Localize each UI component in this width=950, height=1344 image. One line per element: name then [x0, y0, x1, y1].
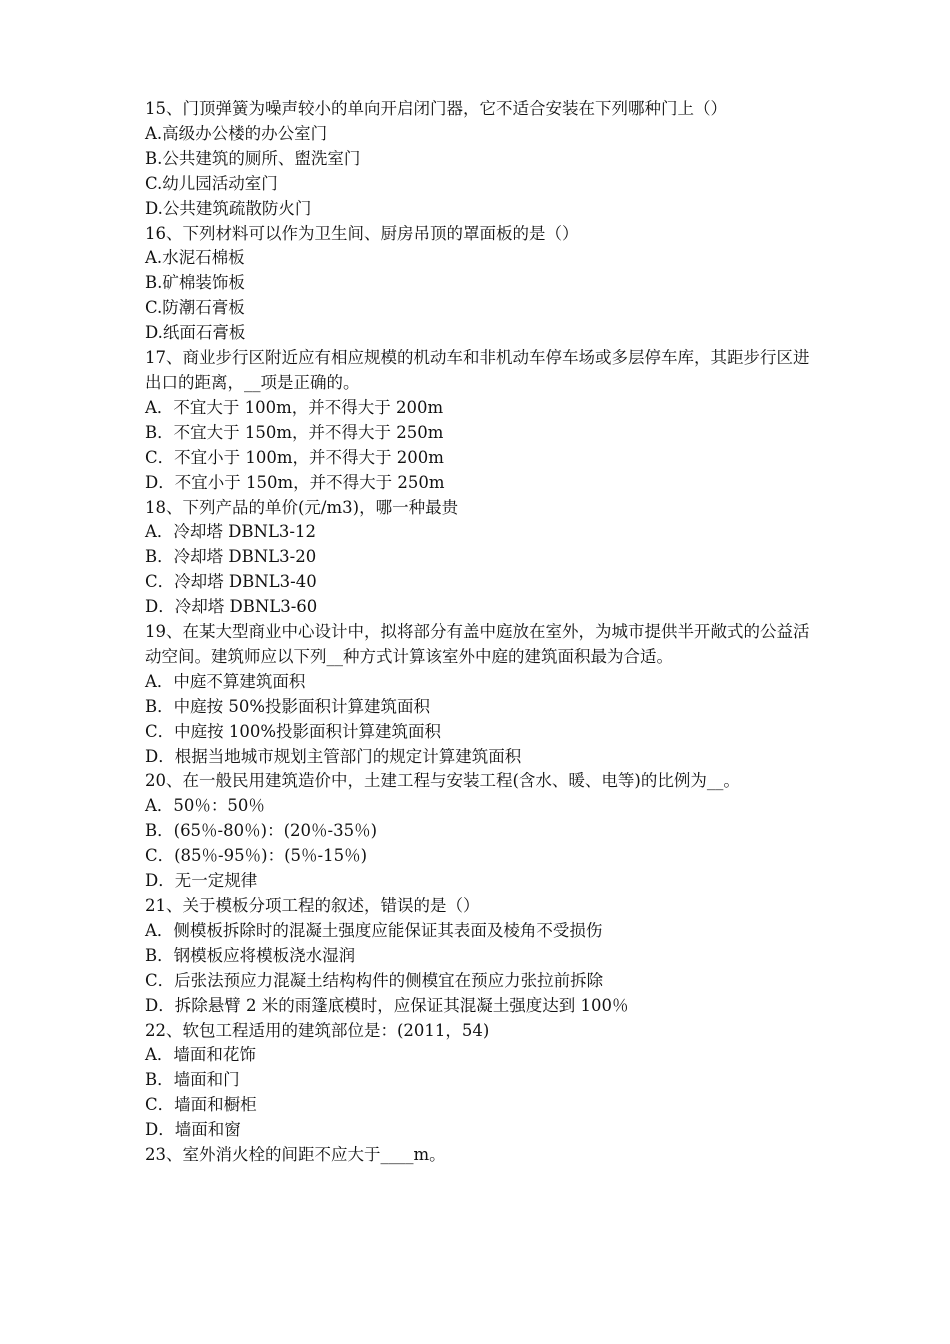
option-b: B.矿棉装饰板 — [145, 273, 245, 293]
option-c: C.幼儿园活动室门 — [145, 173, 278, 193]
option-c: C．(85％-95％)：(5％-15％) — [145, 846, 368, 866]
question-23 — [145, 1143, 810, 1168]
option-b: B．中庭按 50%投影面积计算建筑面积 — [145, 696, 431, 716]
question-21 — [145, 894, 810, 1019]
question-22 — [145, 1019, 810, 1144]
option-a: A.高级办公楼的办公室门 — [145, 123, 328, 143]
question-stem: 15、门顶弹簧为噪声较小的单向开启闭门器，它不适合安装在下列哪种门上（） — [145, 99, 727, 118]
option-c: C.防潮石膏板 — [145, 298, 245, 318]
option-b: B．钢模板应将模板浇水湿润 — [145, 945, 356, 965]
question-stem: 19、在某大型商业中心设计中，拟将部分有盖中庭放在室外，为城市提供半开敞式的公益活动空间。建筑师应以下列__种方式计算该室外中庭的建筑面积最为合适。 — [145, 622, 810, 666]
option-c: C．中庭按 100%投影面积计算建筑面积 — [145, 721, 442, 741]
option-c: C．不宜小于 100m，并不得大于 200m — [145, 447, 444, 467]
question-stem: 20、在一般民用建筑造价中，土建工程与安装工程(含水、暖、电等)的比例为__。 — [145, 771, 740, 791]
option-b: B.公共建筑的厕所、盥洗室门 — [145, 148, 361, 168]
option-d: D．墙面和窗 — [145, 1120, 241, 1140]
option-a: A．50％：50％ — [145, 796, 265, 816]
option-c: C．墙面和橱柜 — [145, 1095, 257, 1115]
option-b: B．(65％-80％)：(20％-35％) — [145, 821, 378, 841]
option-a: A．不宜大于 100m，并不得大于 200m — [145, 397, 444, 417]
option-d: D．拆除悬臂 2 米的雨篷底模时，应保证其混凝土强度达到 100％ — [145, 995, 629, 1015]
option-b: B．冷却塔 DBNL3-20 — [145, 547, 317, 567]
question-19 — [145, 620, 810, 769]
option-a: A．墙面和花饰 — [145, 1045, 256, 1065]
option-c: C．冷却塔 DBNL3-40 — [145, 572, 317, 592]
option-d: D．无一定规律 — [145, 871, 258, 891]
question-17 — [145, 346, 810, 495]
question-list — [145, 97, 810, 1168]
question-16 — [145, 222, 810, 347]
option-c: C．后张法预应力混凝土结构构件的侧模宜在预应力张拉前拆除 — [145, 970, 604, 990]
option-a: A．中庭不算建筑面积 — [145, 671, 306, 691]
option-a: A．侧模板拆除时的混凝土强度应能保证其表面及棱角不受损伤 — [145, 920, 603, 940]
question-stem: 23、室外消火栓的间距不应大于____m。 — [145, 1145, 446, 1165]
question-20 — [145, 769, 810, 894]
option-d: D．根据当地城市规划主管部门的规定计算建筑面积 — [145, 746, 522, 766]
option-d: D．冷却塔 DBNL3-60 — [145, 597, 318, 617]
question-stem: 17、商业步行区附近应有相应规模的机动车和非机动车停车场或多层停车库，其距步行区进出口的距离，__项是正确的。 — [145, 348, 810, 392]
option-d: D．不宜小于 150m，并不得大于 250m — [145, 472, 445, 492]
question-stem: 18、下列产品的单价(元/m3)，哪一种最贵 — [145, 497, 459, 517]
option-d: D.公共建筑疏散防火门 — [145, 198, 312, 218]
question-stem: 22、软包工程适用的建筑部位是：(2011，54) — [145, 1020, 490, 1040]
question-stem: 21、关于模板分项工程的叙述，错误的是（） — [145, 896, 480, 915]
option-b: B．不宜大于 150m，并不得大于 250m — [145, 422, 444, 442]
question-18 — [145, 496, 810, 621]
option-a: A．冷却塔 DBNL3-12 — [145, 522, 316, 542]
question-15 — [145, 97, 810, 222]
option-d: D.纸面石膏板 — [145, 323, 246, 343]
option-b: B．墙面和门 — [145, 1070, 240, 1090]
question-stem: 16、下列材料可以作为卫生间、厨房吊顶的罩面板的是（） — [145, 223, 579, 243]
option-a: A.水泥石棉板 — [145, 248, 245, 268]
